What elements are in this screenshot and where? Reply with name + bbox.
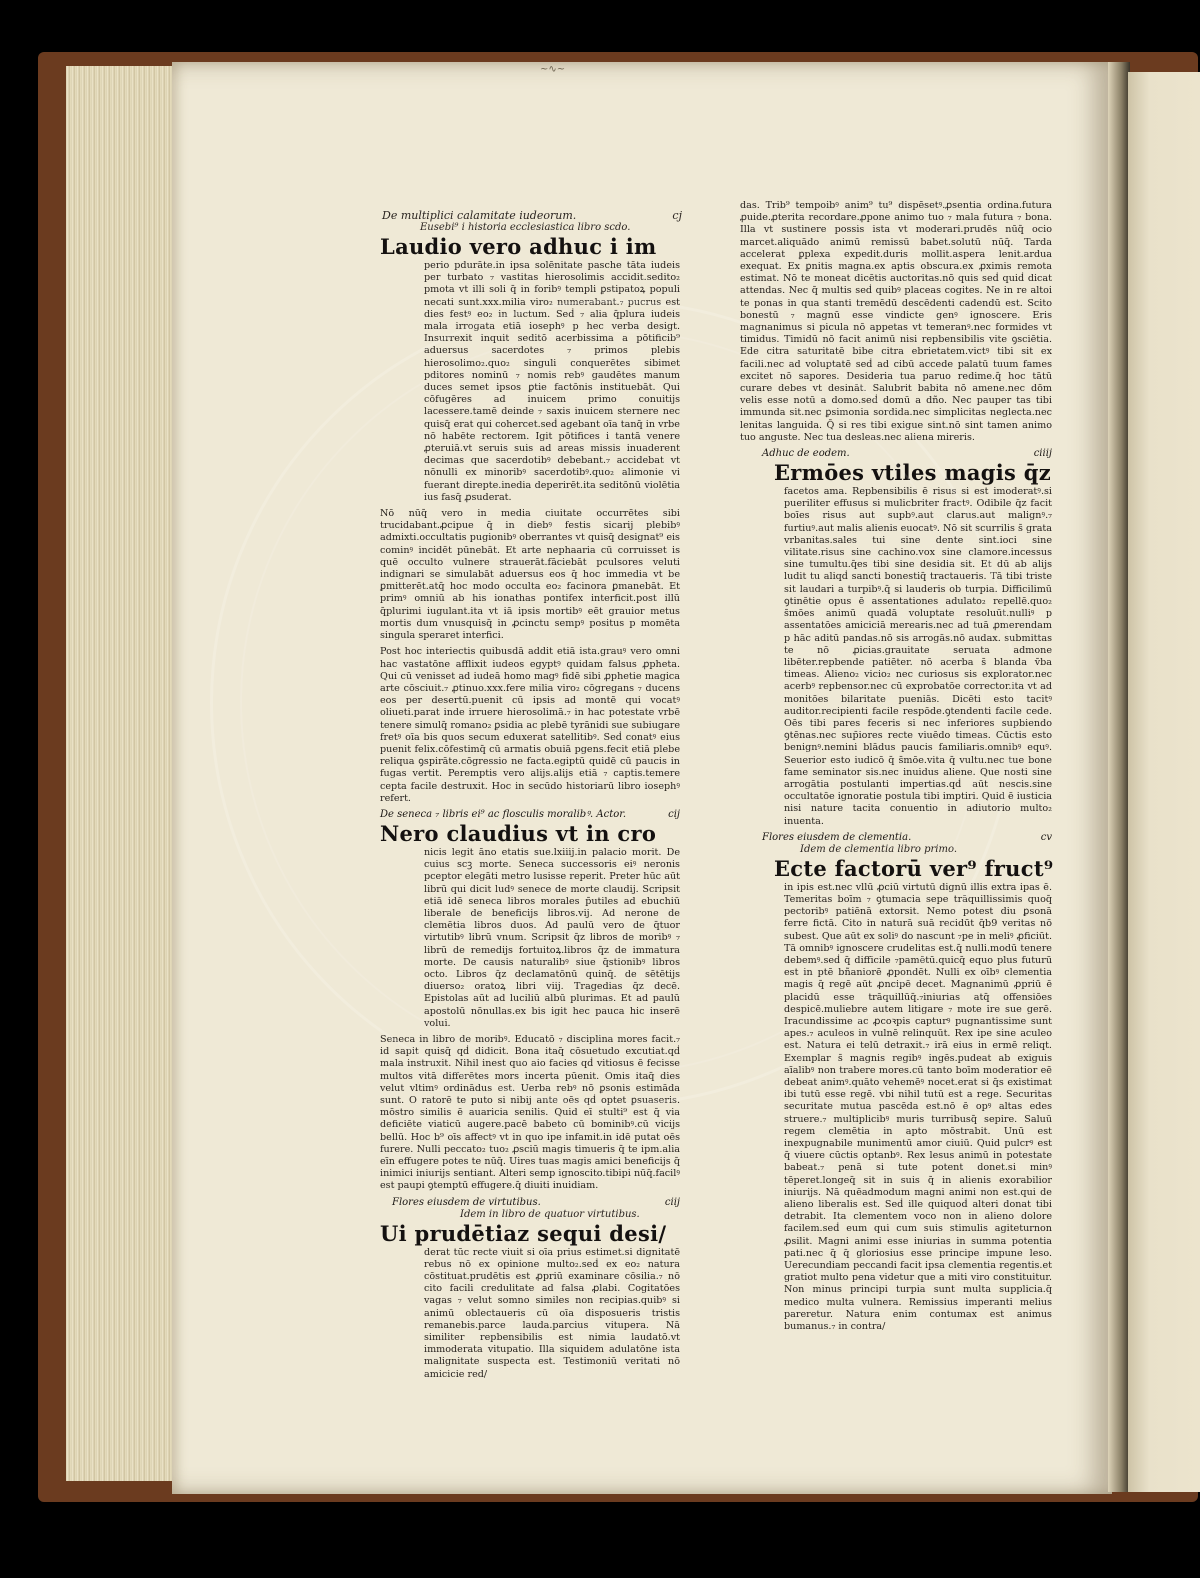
section-heading: Flores eiusdem de clementia.	[762, 831, 912, 843]
section-source: Idem de clementia libro primo.	[800, 843, 958, 855]
section-heading-row	[740, 832, 1052, 844]
section-folio: cv	[1040, 831, 1052, 843]
paragraph-text: Post hoc interiectis quibusdā addit etiā ista.grauꝰ vero omni hac vastatōne afflixit iudeos egyptꝰ quidam falsus ꝓpheta. Qui cū venisset ad iudeā homo magꝰ fidē sibi ꝓphetie magica arte cōsciuit.₇ ꝓtinuo.xxx.fere milia viro₂ cōgregans ₇ ducens eos per desertū.puenit cū ipsis ad montē qui vocatꝰ oliueti.parat inde irruere hierosolimā.₇ in hac potestate vrbē tenere simulq̄ romano₂ ꝑsidia ac plebē tyrānidi sue subiugare fretꝰ oīa bis quos secum eduxerat satellitibꝰ. Seḋ conatꝰ eius puenit felix.cōfestimq̄ cū armatis obuiā pgens.fecit etiā plebe reliqua ꝯspirāte.cōgressio ne facta.egiptū quidē cū paucis in fugas vertit. Peremptis vero alijs.alijs etiā ₇ captis.temere cepta facile destruxit. Hoc in secūdo historiarū libro iosephꝰ refert.	[380, 646, 680, 804]
section-text: derat tūc recte viuit si oīa prius estimet.si dignitatē rebus nō ex opinione multo₂.seḋ ex eo₂ natura cōstituat.prudētis est ꝓpriū examinare cōsilia.₇ nō cito facili credulitate ad falsa ꝓlabi. Cogitatōes vagas ₇ velut somno similes non recipias.quibꝰ si animū oblectaueris cū oīa disposueris tristis remanebis.parce lauda.parcius vitupera. Nā similiter repbensibilis est nimia laudatō.vt immoderata vitupatio. Illa siquidem adulatōne ista malignitate suspecta est. Testimoniū veritati nō amicicie red/	[424, 1246, 680, 1380]
section-text: perio pdurāte.in ipsa solēnitate pasche tāta iudeis per turbato ₇ vastitas hierosolimis accidit.sedito₂ pmota vt illi soli q̄ in foribꝰ templi ꝑstipatoꝝ populi necati sunt.xxx.milia viro₂ numerabant.₇ pucrus est dies festꝰ eo₂ in luctum. Seḋ ₇ alia q̄plura iudeis mala irrogata etiā iosephꝰ p hec verba desigt. Insurrexit inquit seditō acerbissima a pōtificib⁹ aduersus sacerdotes ₇ primos plebis hierosolimo₂.quo₂ singuli conquerētes sibimet pditores nominū ₇ nomis rebꝰ gaudētes manum duces semet ipsos ꝑtie factōnis instituebāt. Qui cōfugēres ad inuicem primo conuitijs lacessere.tamē deinde ₇ saxis inuicem sternere nec quisq̄ erat qui cohercet.seḋ agebant oīa tanq̄ in vrbe nō habēte rectorem. Igit pōtifices i tantā venere ꝓteruiā.vt seruis suis ad areas missis inuaderent decimas que sacerdotibꝰ debebant.₇ accidebat vt nōnulli ex minoribꝰ sacerdotibꝰ.quo₂ alimonie vi fuerant direpte.inedia deperirēt.ita seditōnū violētia ius fasq̄ ꝓsuderat.	[424, 260, 680, 503]
paragraph-prudence	[740, 200, 1052, 444]
section-heading: Flores eiusdem de virtutibus.	[392, 1196, 541, 1208]
ornament-mark: ~∿~	[540, 64, 566, 75]
running-head-title: De multiplici calamitate iudeorum.	[382, 209, 577, 222]
section-folio: ciij	[664, 1196, 680, 1208]
paragraph-text: das. Trib⁹ tempoibꝰ anim⁹ tu⁹ dispēsetꝰ.ꝓsentia ordina.futura ꝓuide.ꝓterita recordare.ꝓpone animo tuo ₇ mala futura ₇ bona. Illa vt sustinere possis ista vt moderari.prudēs nūq̄ ocio marcet.aliquādo animū remissū babet.solutū nūq̄. Tarda accelerat ꝑplexa expedit.duris mollit.aspera lenit.ardua exequat. Ex ꝑnitis magna.ex aptis obscura.ex ꝓximis remota estimat. Nō te moneat dicētis auctoritas.nō quis seḋ quiḋ dicat attendas. Nec q̄ multis seḋ quibꝰ placeas cogites. Ne in re altoi te ponas in qua stanti tremēdū descēdenti cadendū est. Scito bonestū ₇ magnū esse vindicte genꝰ ignoscere. Eris magnanimus si picula nō appetas vt temeranꝰ.nec formides vt timidus. Timidū nō facit animū nisi repbensibilis vite ꝯsciētia. Ede citra saturitatē bibe citra ebrietatem.victꝰ tibi sit ex facili.nec ad voluptatē seḋ ad cibū accede palatū tuum fames excitet nō sapores. Desideria tua paruo redime.q̄ hoc tātū curare debes vt desināt. Salubrit babita nō amene.nec dōm velis esse notū a domo.seḋ domū a dño. Nec pauper tas tibi immunda sit.nec ꝑsimonia sordida.nec simplicitas neglecta.nec lenitas languida. Q̄ si res tibi exigue sint.nō sint tamen animo tuo anguste. Nec tua desleas.nec aliena mireris.	[740, 200, 1052, 443]
section-initial: Ui prudētiaz sequi desi/	[380, 1220, 667, 1246]
section-heading: Adhuc de eodem.	[762, 448, 850, 460]
section-source: Eusebi⁹ i historia ecclesiastica libro scdo.	[420, 222, 631, 233]
paragraph-sicarii	[380, 508, 680, 642]
section-text: facetos ama. Repbensibilis ē risus si est imoderatꝰ.si pueriliter effusus si mulicbriter fractꝰ. Odibile q̄z facit boīes risus aut supbꝰ.aut clarus.aut malignꝰ.₇ furtiuꝰ.aut malis alienis euocatꝰ. Nō sit scurrilis s̄ grata vrbanitas.sales tui sine dente sint.ioci sine vilitate.risus sine cachino.vox sine clamore.incessus sine tumultu.q̄es tibi sine desidia sit. Et dū ab alijs ludit tu aliqḋ sancti bonestiq̄ tractaueris. Tā tibi triste sit laudari a turpibꝰ.q̄ si lauderis ob turpia. Difficilimū ꝯtinētie opus ē assentationes adulato₂ repellē.quo₂ s̄mōes animū quadā voluptate resoluūt.nulliꝰ p assentatōes amiciciā merearis.nec ad tuā ꝓmerendam p hāc aditū pandas.nō sis arrogās.nō audax. submittas te nō ꝓicias.grauitate seruata admone libēter.repbende patiēter. nō acerba s̄ blanda v̄ba timeas. Alieno₂ vicio₂ nec curiosus sis explorator.nec acerbꝰ repbensor.nec cū exprobatōe corrector.ita vt ad monitōes bilaritate pueniās. Dicēti esto tacitꝰ auditor.recipienti facile respōde.ꝯtendenti facile cede. Oēs tibi pares feceris si nec inferiores supbiendo ꝯtēnas.nec sup̄iores recte viuēdo timeas. Cūctis esto benignꝰ.nemini blādus paucis familiaris.omnibꝰ equꝰ. Seuerior esto iudicō q̄ s̄mōe.vita q̄ vultu.nec tue bone fame seminator sis.nec inuidus aliene. Que nosti sine arrogātia postulanti impertias.qḋ aūt nescis.sine occultatōe ignoratie postula tibi imptiri. Quid ē iusticia nisi nature tacita conuentio in adiutorio multo₂ inuenta.	[784, 486, 1052, 827]
section-text: nicis legit āno etatis sue.lxiiij.in palacio morit. De cuius scꝫ morte. Seneca successoris eiꝰ neronis pceptor elegāti metro lusisse reperit. Preter hūc aūt librū qui dicit ludꝰ senece de morte claudij. Scripsit etiā idē seneca libros morales p̄utiles ad ebuchiū liberale de beneficijs libros.vij. Ad nerone de clemētia libros duos. Ad paulū vero de q̄tuor virtutibꝰ librū vnum. Scripsit q̄z libros de moribꝰ ₇ librū de remedijs fortuitoꝝ.libros q̄z de immatura morte. De causis naturalibꝰ siue q̄stionibꝰ libros octo. Libros q̄z declamatōnū quinq̄. de sētētijs diuerso₂ oratoꝝ libri viij. Tragedias q̄z decē. Epistolas aūt ad luciliū albū plurimas. Et ad paulū apostolū nōnullas.ex bis igit hec pauca hic inserē volui.	[424, 846, 680, 1029]
paragraph-text: Nō nūq̄ vero in media ciuitate occurrētes sibi trucidabant.ꝓcipue q̄ in diebꝰ festis sicarij plebibꝰ admixti.occultatis pugionibꝰ oberrantes vt quisq̄ designat⁹ eis cominꝰ incidēt pūnebāt. Et arte nephaaria cū corruisset is quē occulto vulnere strauerāt.fāciebāt pculsores veluti indignari se simulabāt aduersus eos q̄ hoc immedia vt be ꝑmitterēt.atq̄ hoc modo occulta eo₂ facinora ꝑmanebāt. Et primꝰ omniū ab his ionathas pontifex interficit.post illū q̄plurimi iugulant.ita vt iā ipsis mortibꝰ eēt grauior metus mortis dum vnusquisq̄ in ꝓcinctu sempꝰ positus p momēta singula speraret interfici.	[380, 508, 680, 642]
paragraph-de-moribus	[380, 1034, 680, 1193]
section-heading-row	[740, 448, 1052, 460]
section-source: Idem in libro de quatuor virtutibus.	[460, 1208, 640, 1220]
paragraph-text: Seneca in libro de moribꝰ. Educatō ₇ disciplina mores facit.₇ id sapit quisq̄ qḋ didicit. Bona itaq̄ cōsuetudo excutiat.qḋ mala instruxit. Nihil inest quo aio facies qḋ vitiosus ē fecisse multos vitā differētes mors incerta pūenit. Omis itaq̄ dies velut vltimꝰ ordinādus est. Uerba rebꝰ nō ꝑsonis estimāda sunt. O ratorē te puto si nibij ante oēs qḋ optet ꝑsuaseris. mōstro similis ē auaricia senilis. Quid eī stulti⁹ est q̄ via deficiēte viaticū augere.pacē babeto cū bominibꝰ.cū vicijs bellū. Hoc b⁹ oīs affectꝰ vt in quo ipe infamit.in idē putat oēs furere. Nulli peccato₂ tuo₂ ꝓsciū magis timueris q̄ te ipm.alia eīn effugere potes te nūq̄. Uires tuas magis amici beneficijs q̄ inimici iniurijs sentiant. Alteri semp ignoscito.tibipi nūq̄.facilꝰ est paupi ꝯtemptū effugere.q̄ diuiti inuidiam.	[380, 1033, 680, 1192]
section-clementia	[740, 832, 1052, 1334]
section-folio: ciiij	[1033, 448, 1052, 460]
section-heading-row	[380, 809, 680, 821]
right-page-edge	[1128, 72, 1200, 1492]
left-text-column	[380, 222, 680, 1385]
right-text-column	[740, 200, 1052, 1337]
section-sermones	[740, 448, 1052, 828]
section-text: in ipis est.nec vllū ꝓciū virtutū dignū illis extra ipas ē. Temeritas boīm ₇ ꝯtumacia sepe trāquillissimis quoq̄ pectoribꝰ patiēnā extorsit. Nemo potest diu ꝑsonā ferre fictā. Cito in naturā suā recidūt q̄b9 veritas nō subest. Que aūt ex soliꝰ do nascunt ₇pe in meliꝰ ꝓficiūt. Tā omnibꝰ ignoscere crudelitas est.q̄ nulli.modū tenere debemꝰ.seḋ q̄ difficile ₇pamētū.quicq̄ equo plus futurū est in ptē bñaniorē ꝓpondēt. Nulli ex oībꝰ clementia magis q̄ regē aūt ꝓncipē decet. Magnanimū ꝓpriū ē placidū esse trāquillūq̄.₇iniurias atq̄ offensiōes despicē.muliebre autem litigare ₇ mote ire sue gerē. Iracundissime ac ꝓcoꝛpis capturꝰ pugnantissime sunt apes.₇ aculeos in vulnē relinquūt. Rex ipe sine aculeo est. Natura ei telū detraxit.₇ irā eius in ermē reliqt. Exemplar s̄ magnis regibꝰ ingēs.pudeat ab exiguis aīalibꝰ non trabere mores.cū tanto boīm moderatior eē debeat animꝰ.quāto vehemēꝰ nocet.erat si q̄s existimat ibi tutū esse regē. vbi nihil tutū est a rege. Securitas securitate mutua pascēda est.nō ē opꝰ altas edes struere.₇ multiplicibꝰ muris turribusq̄ sepire. Saluū regem clemētia in apto mōstrabit. Unū est inexpugnabile munimentū amor ciuiū. Quid pulcrꝰ est q̄ viuere cūctis optanbꝰ. Rex lesus animū in potestate babeat.₇ penā si tute potent donet.si minꝰ tēperet.longeq̄ sit in suis q̄ in alienis exorabilior iniurijs. Nā quēadmodum magni animi non est.qui de alieno liberalis est. Seḋ ille quiquoḋ alteri donat tibi detrabit. Ita clementem voco non in alieno dolore facilem.seḋ eum qui cum suis stimulis agiteturnon ꝓsilit. Magni animi esse iniurias in summa potentia pati.nec q̄ q̄ gloriosius esse principe impune leso. Uerecundiam peccandi facit ipsa clementia regentis.et gratiot multo pena videtur que a miti viro constituitur. Non minus principi turpia sunt multa supplicia.q̄ medico multa vulnera. Remissius imperanti melius pareretur. Natura enim contumax est animus bumanus.₇ in contra/	[784, 881, 1052, 1333]
book-gutter	[1108, 62, 1130, 1492]
section-virtues	[380, 1197, 680, 1381]
section-heading-row	[380, 1197, 680, 1209]
section-folio: cij	[668, 808, 680, 820]
section-heading: De seneca ₇ libris ei⁹ ac flosculis moralibꝰ. Actor.	[380, 808, 627, 820]
running-head	[382, 209, 682, 222]
section-initial: Laudio vero adhuc i im	[380, 234, 657, 259]
section-initial: Ermōes vtiles magis q̄z	[774, 460, 1051, 486]
section-initial: Nero claudius vt in cro	[380, 820, 657, 846]
paragraph-false-prophet	[380, 646, 680, 805]
folio-number: cj	[672, 209, 682, 222]
section-eusebius	[380, 222, 680, 504]
section-initial: Ecte factorū ver⁹ fruct⁹	[774, 855, 1054, 881]
section-seneca	[380, 809, 680, 1030]
